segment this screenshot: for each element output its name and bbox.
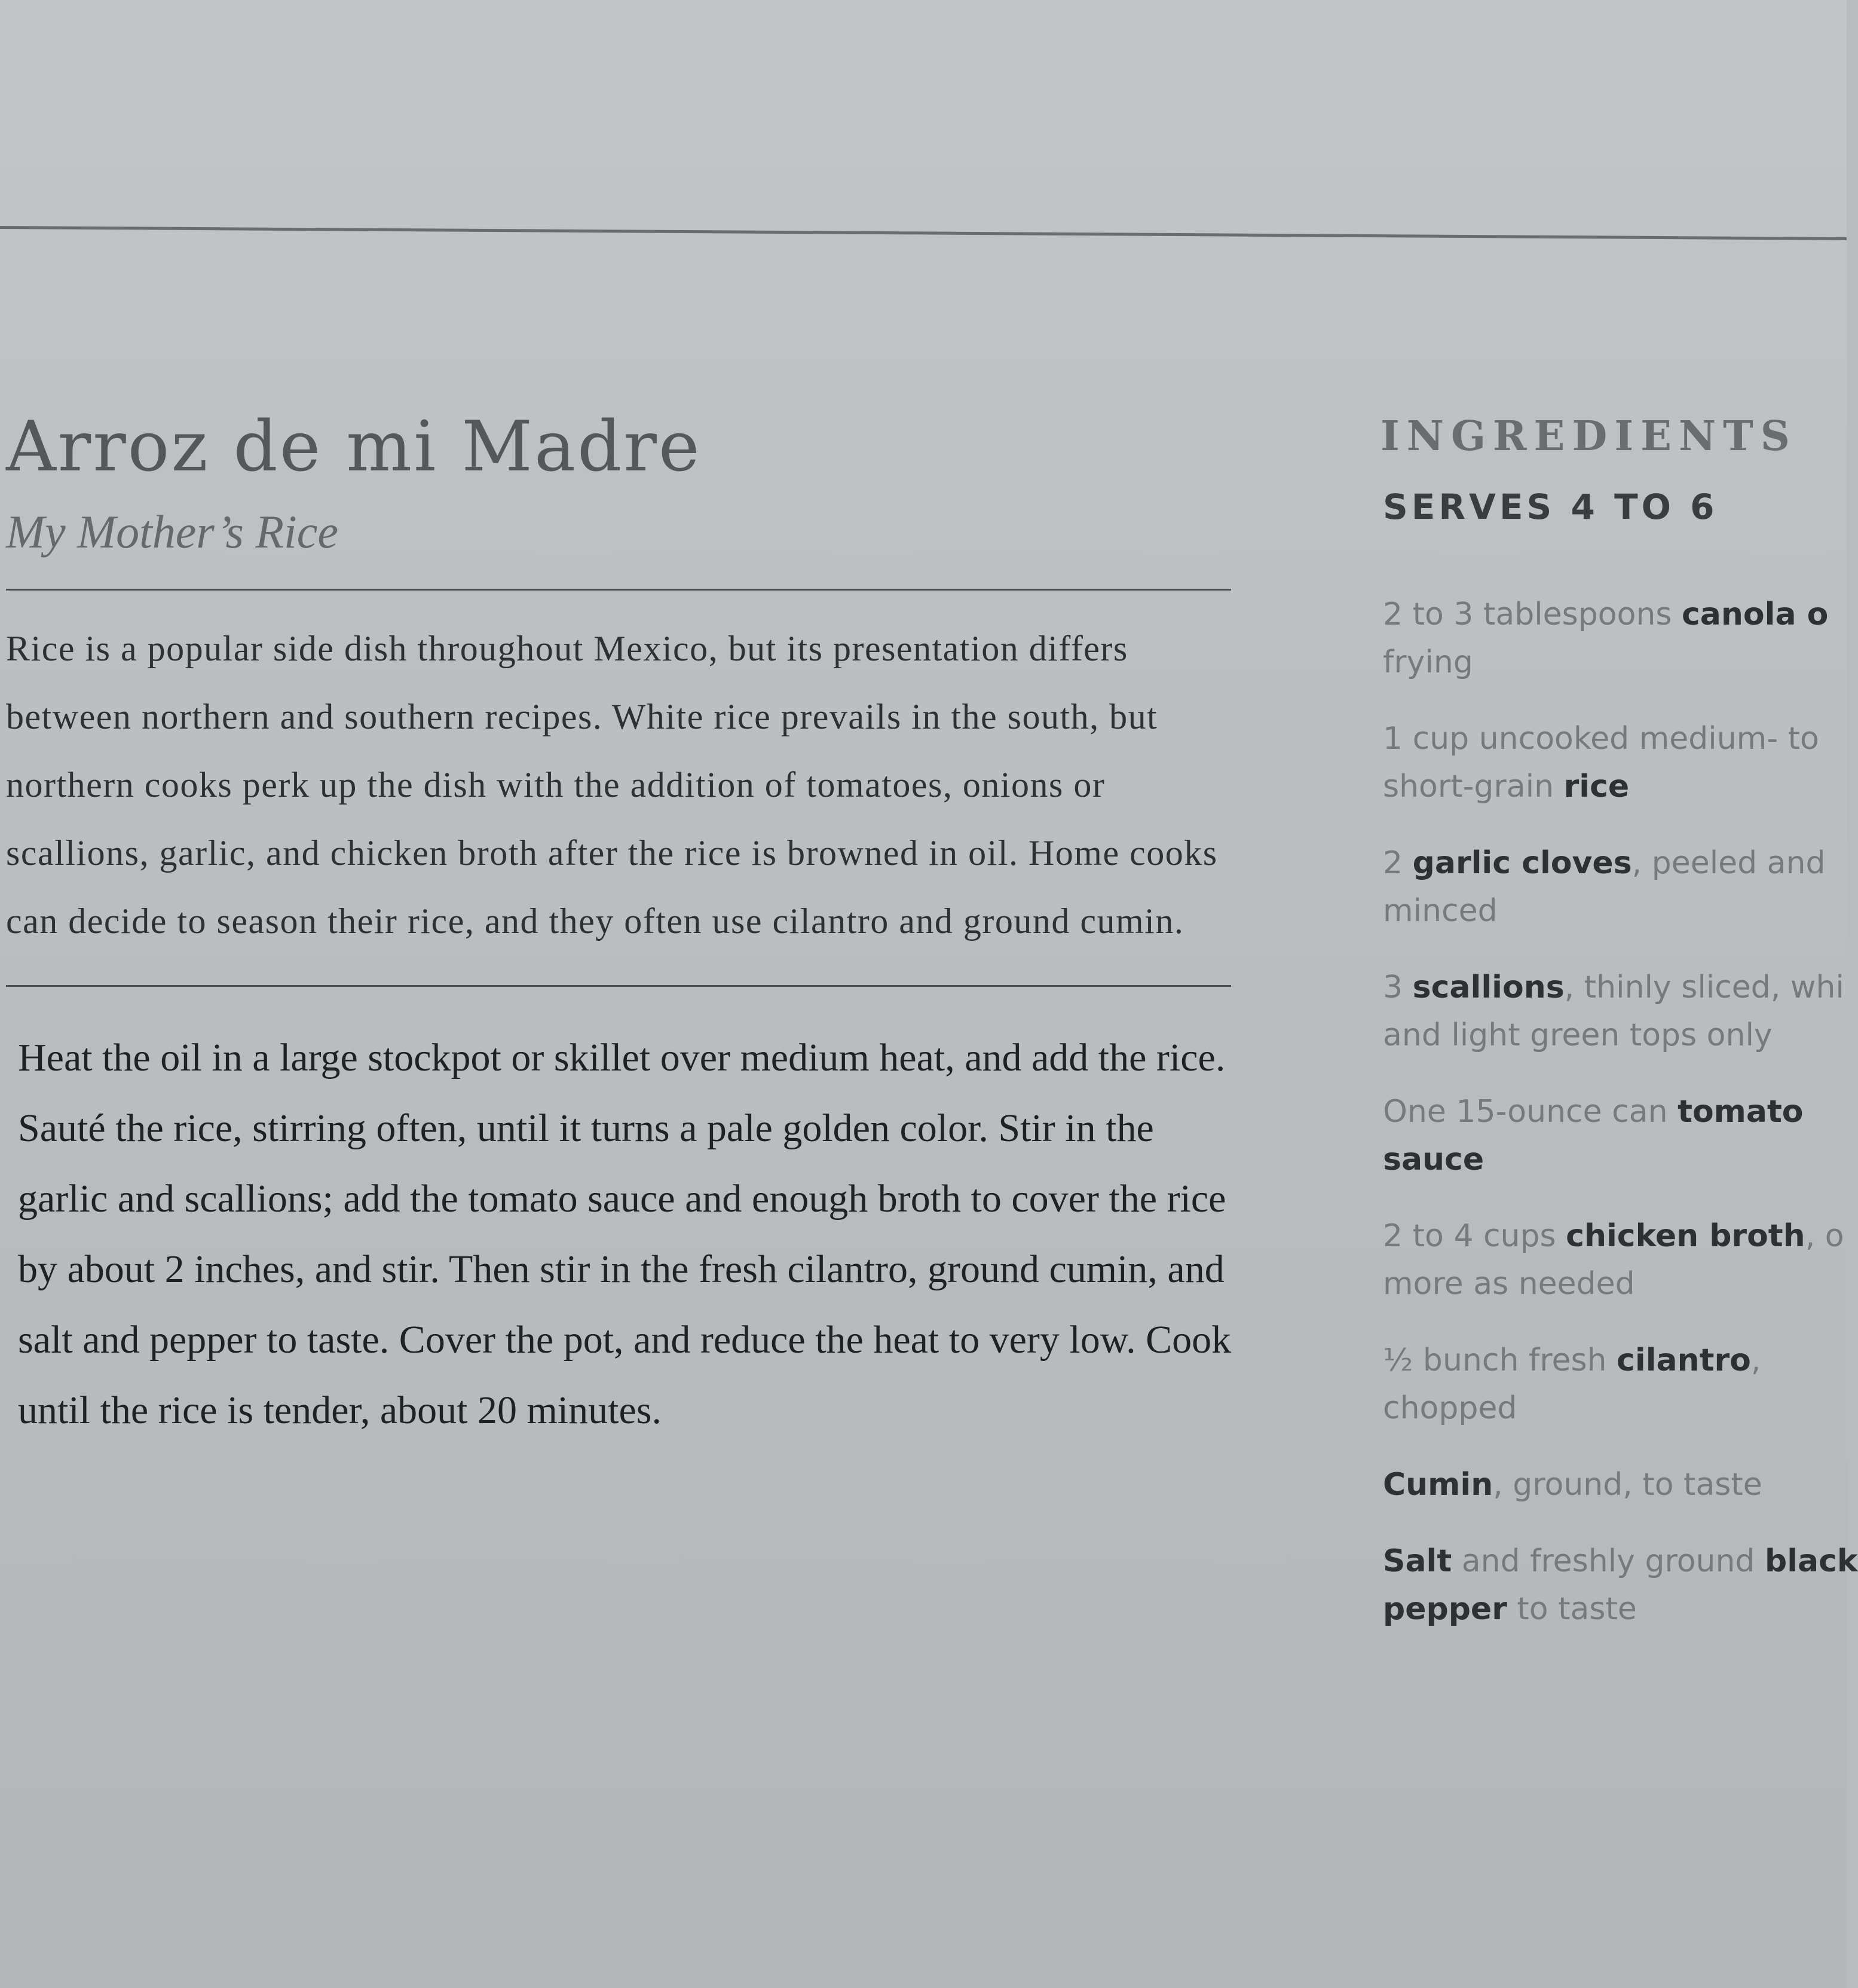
serves-label: SERVES 4 TO 6 (1383, 487, 1718, 527)
ingredient-chicken-broth: 2 to 4 cups chicken broth, o more as needed (1383, 1218, 1844, 1302)
ingredient-salt-pepper: Salt and freshly ground black pepper to taste (1383, 1543, 1858, 1627)
ingredients-heading: INGREDIENTS (1381, 412, 1797, 460)
ingredient-tomato-sauce: One 15-ounce can tomato sauce (1383, 1094, 1804, 1177)
intro-top-divider (6, 589, 1231, 591)
ingredients-list (1383, 591, 1858, 1633)
ingredient-cumin: Cumin, ground, to taste (1383, 1467, 1762, 1503)
page-top-divider (0, 226, 1847, 240)
recipe-intro: Rice is a popular side dish throughout Mexico, but its presentation differs between northern and southern recipes. White rice prevails in the south, but northern cooks perk up the dish with the addition of tomatoes, onions or scallions, garlic, and chicken broth after the rice is browned in oil. Home cooks can decide to season their rice, and they often use cilantro and ground cumin. (6, 629, 1218, 941)
intro-bottom-divider (6, 985, 1231, 987)
ingredient-garlic: 2 garlic cloves, peeled and minced (1383, 845, 1826, 929)
ingredient-rice: 1 cup uncooked medium- to short-grain rice (1383, 721, 1819, 805)
recipe-title: Arroz de mi Madre (6, 406, 702, 487)
ingredient-canola-oil: 2 to 3 tablespoons canola o frying (1383, 597, 1829, 680)
recipe-subtitle: My Mother’s Rice (6, 506, 338, 558)
ingredient-cilantro: ½ bunch fresh cilantro, chopped (1383, 1342, 1761, 1426)
ingredients-column (1381, 412, 1858, 1662)
recipe-column (0, 406, 1243, 1446)
recipe-method: Heat the oil in a large stockpot or skillet over medium heat, and add the rice. Sauté the rice, stirring often, until it turns a pale golden color. Stir in the garlic and scallions; add the tomato sauce and enough broth to cover the rice by about 2 inches, and stir. Then stir in the fresh cilantro, ground cumin, and salt and pepper to taste. Cover the pot, and reduce the heat to very low. Cook until the rice is tender, about 20 minutes. (18, 1036, 1232, 1432)
ingredient-scallions: 3 scallions, thinly sliced, whi and light green tops only (1383, 969, 1844, 1053)
